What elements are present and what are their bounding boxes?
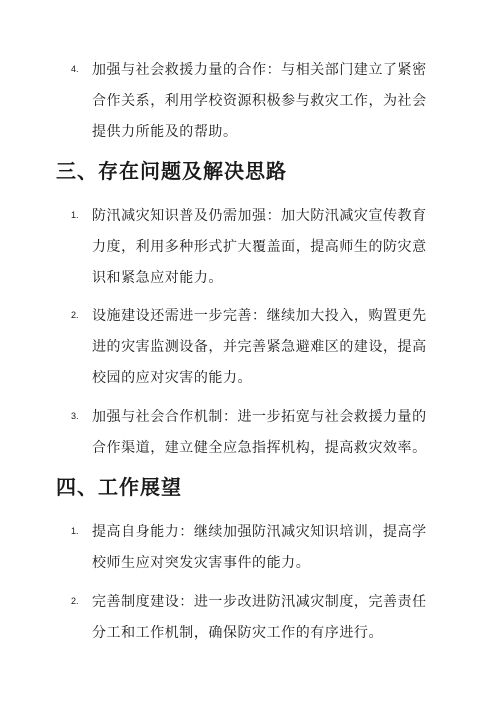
- list-number: 3.: [71, 411, 79, 421]
- list-item: [71, 402, 441, 464]
- list-item: [71, 301, 441, 394]
- list-item: [71, 55, 441, 148]
- section-heading-outlook: 四、工作展望: [56, 475, 182, 499]
- list-number: 2.: [71, 310, 79, 320]
- list-number: 2.: [71, 596, 79, 606]
- list-item: [71, 517, 441, 579]
- list-item-text: 防汛减灾知识普及仍需加强：加大防汛减灾宣传教育力度，利用多种形式扩大覆盖面，提高师生的防灾意识和紧急应对能力。: [92, 208, 427, 286]
- list-item-text: 完善制度建设：进一步改进防汛减灾制度，完善责任分工和工作机制，确保防灾工作的有序进行。: [92, 594, 427, 641]
- list-item: [71, 201, 441, 294]
- list-item: [71, 587, 441, 649]
- list-item-text: 设施建设还需进一步完善：继续加大投入，购置更先进的灾害监测设备，并完善紧急避难区的建设，提高校园的应对灾害的能力。: [92, 308, 427, 386]
- list-number: 1.: [71, 526, 79, 536]
- list-item-text: 加强与社会合作机制：进一步拓宽与社会救援力量的合作渠道，建立健全应急指挥机构，提高救灾效率。: [92, 409, 427, 456]
- section-heading-problems: 三、存在问题及解决思路: [56, 159, 287, 183]
- list-number: 4.: [71, 64, 79, 74]
- list-item-text: 提高自身能力：继续加强防汛减灾知识培训，提高学校师生应对突发灾害事件的能力。: [92, 524, 427, 571]
- list-number: 1.: [71, 210, 79, 220]
- list-item-text: 加强与社会救援力量的合作：与相关部门建立了紧密合作关系，利用学校资源积极参与救灾工作，为社会提供力所能及的帮助。: [92, 62, 427, 140]
